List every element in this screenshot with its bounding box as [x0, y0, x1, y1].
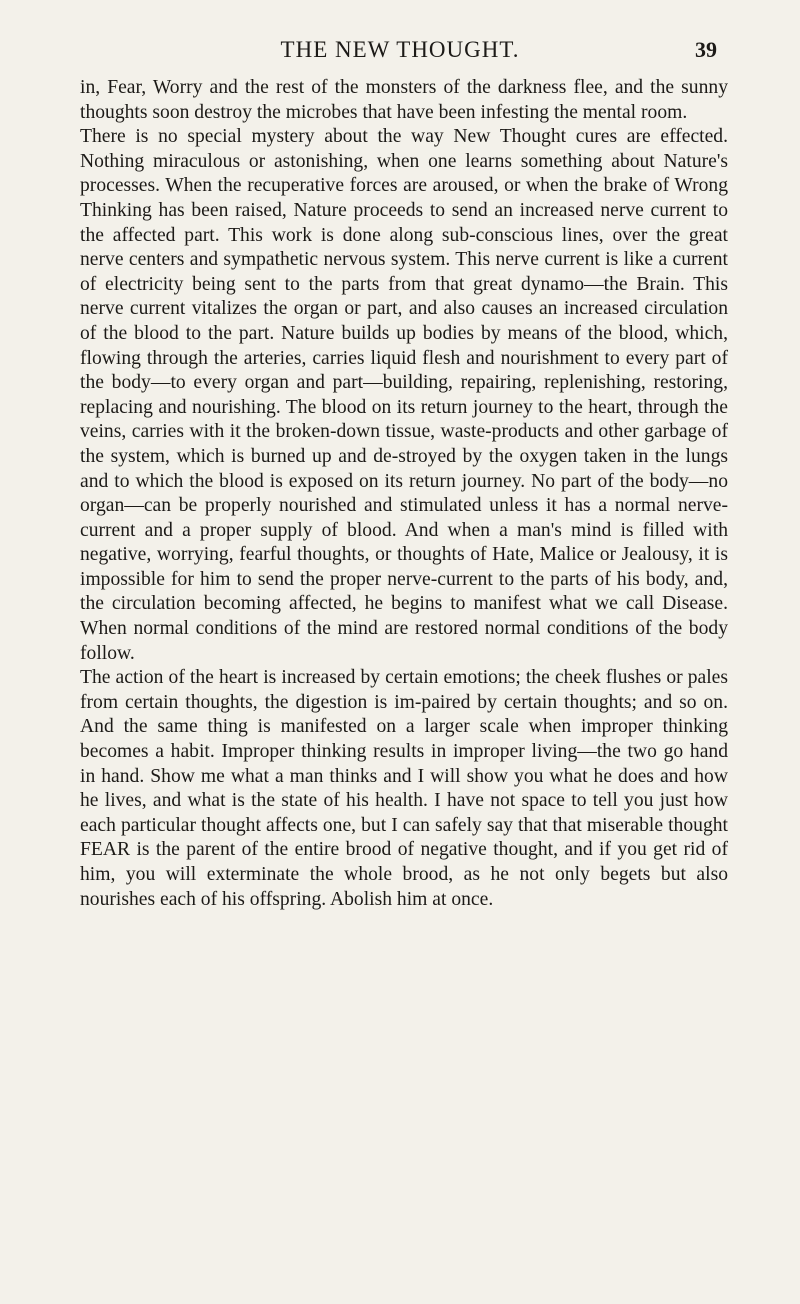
running-head	[0, 30, 800, 70]
paragraph-nerve-current: There is no special mystery about the way New Thought cures are effected. Nothing miraculous or astonishing, when one learns something about Nature's processes. When the recuperative forces are aroused, or when the brake of Wrong Thinking has been raised, Nature proceeds to send an increased nerve current to the affected part. This work is done along sub-conscious lines, over the great nerve centers and sympathetic nervous system. This nerve current is like a current of electricity being sent to the parts from that great dynamo—the Brain. This nerve current vitalizes the organ or part, and also causes an increased circulation of the blood to the part. Nature builds up bodies by means of the blood, which, flowing through the arteries, carries liquid flesh and nourishment to every part of the body—to every organ and part—building, repairing, replenishing, restoring, replacing and nourishing. The blood on its return journey to the heart, through the veins, carries with it the broken-down tissue, waste-products and other garbage of the system, which is burned up and de-stroyed by the oxygen taken in the lungs and to which the blood is exposed on its return journey. No part of the body—no organ—can be properly nourished and stimulated unless it has a normal nerve-current and a proper supply of blood. And when a man's mind is filled with negative, worrying, fearful thoughts, or thoughts of Hate, Malice or Jealousy, it is impossible for him to send the proper nerve-current to the parts of his body, and, the circulation becoming affected, he begins to manifest what we call Disease. When normal conditions of the mind are restored normal conditions of the body follow.	[80, 126, 728, 664]
body-text	[80, 76, 728, 912]
page-number: 39	[695, 37, 717, 62]
running-title: THE NEW THOUGHT.	[280, 37, 520, 62]
paragraph-continuation: in, Fear, Worry and the rest of the monsters of the darkness flee, and the sunny thoughts soon destroy the microbes that have been infesting the mental room.	[80, 77, 728, 123]
paragraph-fear: The action of the heart is increased by certain emotions; the cheek flushes or pales from certain thoughts, the digestion is im-paired by certain thoughts; and so on. And the same thing is manifested on a larger scale when improper thinking becomes a habit. Improper thinking results in improper living—the two go hand in hand. Show me what a man thinks and I will show you what he does and how he lives, and what is the state of his health. I have not space to tell you just how each particular thought affects one, but I can safely say that that miserable thought FEAR is the parent of the entire brood of negative thought, and if you get rid of him, you will exterminate the whole brood, as he not only begets but also nourishes each of his offspring. Abolish him at once.	[80, 667, 728, 910]
